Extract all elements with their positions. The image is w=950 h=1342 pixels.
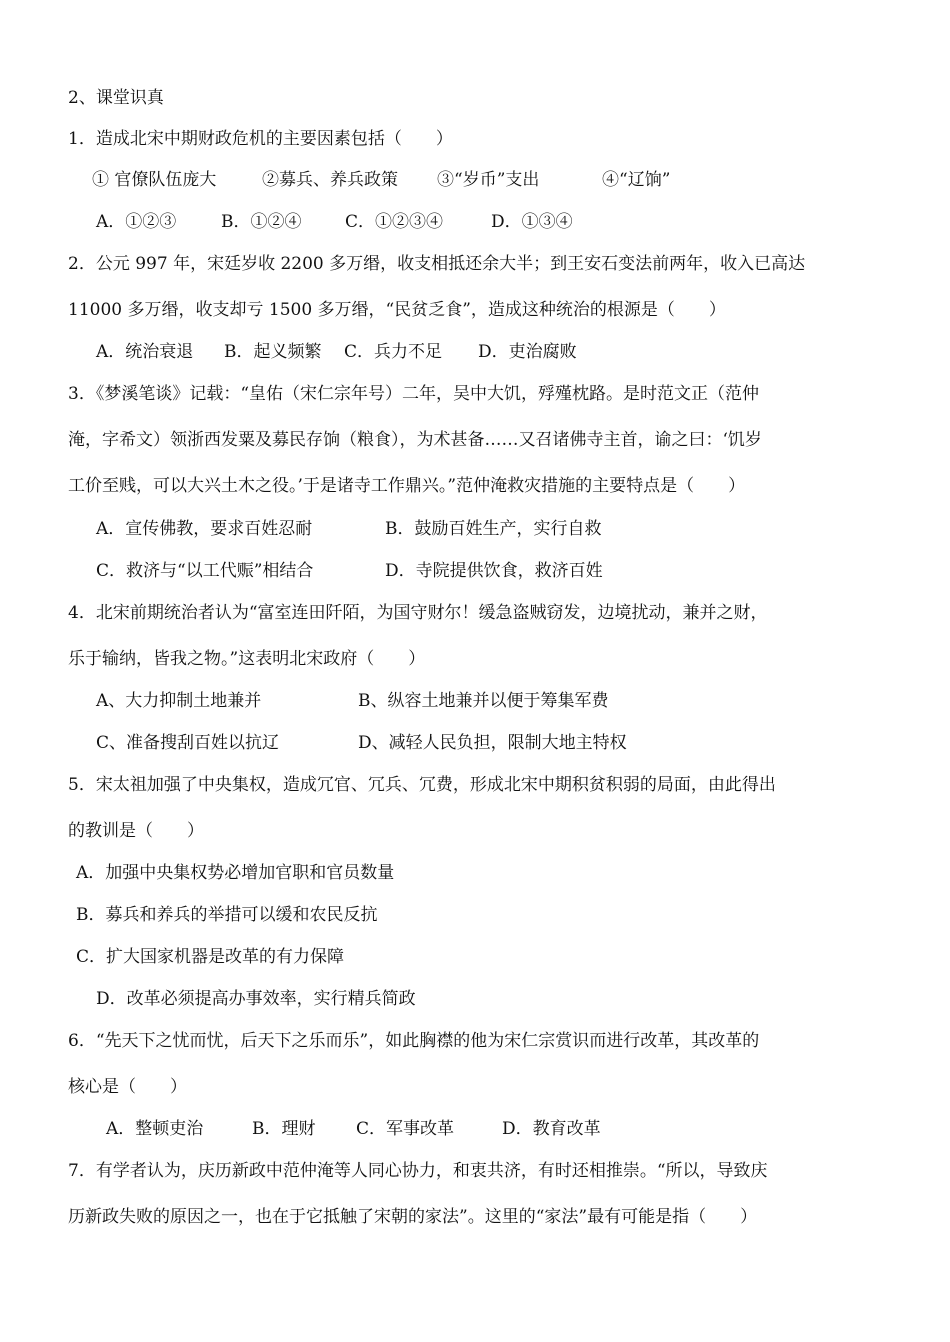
- question-2-options: [96, 340, 577, 364]
- option-b: B．①②④: [221, 212, 302, 232]
- item: ① 官僚队伍庞大: [92, 170, 217, 190]
- option-d: D．①③④: [491, 212, 573, 232]
- question-4-options-row-2: [96, 731, 627, 755]
- question-2-text: 11000 多万缗，收支却亏 1500 多万缗，“民贫乏食”，造成这种统治的根源是（ ）: [68, 300, 726, 320]
- option-a: A．①②③: [96, 212, 177, 232]
- option-c: C、准备搜刮百姓以抗辽: [96, 733, 280, 753]
- question-5-text: 5．宋太祖加强了中央集权，造成冗官、冗兵、冗费，形成北宋中期积贫积弱的局面，由此得出: [68, 775, 776, 795]
- option-c: C．兵力不足: [344, 342, 443, 362]
- question-1-items: [92, 168, 670, 192]
- question-5-option-a: A．加强中央集权势必增加官职和官员数量: [76, 863, 395, 883]
- question-7-text: 7．有学者认为，庆历新政中范仲淹等人同心协力，和衷共济，有时还相推崇。“所以，导致庆: [68, 1161, 768, 1181]
- option-d: D．教育改革: [502, 1119, 601, 1139]
- option-b: B．理财: [252, 1119, 316, 1139]
- question-1-text: 1．造成北宋中期财政危机的主要因素包括（ ）: [68, 129, 453, 149]
- question-4-text: 乐于输纳，皆我之物。”这表明北宋政府（ ）: [68, 649, 426, 669]
- option-d: D、减轻人民负担，限制大地主特权: [358, 733, 627, 753]
- question-6-text: 6．“先天下之忧而忧，后天下之乐而乐”，如此胸襟的他为宋仁宗赏识而进行改革，其改革的: [68, 1031, 760, 1051]
- question-7-text: 历新政失败的原因之一，也在于它抵触了宋朝的家法”。这里的“家法”最有可能是指（ ）: [68, 1207, 758, 1227]
- question-6-options: [106, 1117, 601, 1141]
- question-2-text: 2．公元 997 年，宋廷岁收 2200 多万缗，收支相抵还余大半；到王安石变法前两年，收入已高达: [68, 254, 806, 274]
- option-b: B．鼓励百姓生产，实行自救: [385, 519, 602, 539]
- item: ②募兵、养兵政策: [262, 170, 398, 190]
- question-4-options-row-1: [96, 689, 609, 713]
- question-6-text: 核心是（ ）: [68, 1077, 187, 1097]
- item: ③“岁币”支出: [437, 170, 540, 190]
- item: ④“辽饷”: [602, 170, 671, 190]
- option-c: C．救济与“以工代赈”相结合: [96, 561, 314, 581]
- section-heading: 2、课堂识真: [68, 88, 164, 108]
- option-a: A．统治衰退: [96, 342, 194, 362]
- option-d: D．吏治腐败: [478, 342, 577, 362]
- question-3-text: 淹，字希文）领浙西发粟及募民存饷（粮食），为术甚备……又召诸佛寺主首，谕之曰：‘饥岁: [68, 430, 762, 450]
- option-a: A、大力抑制土地兼并: [96, 691, 262, 711]
- option-c: C．军事改革: [356, 1119, 455, 1139]
- question-3-text: 3．《梦溪笔谈》记载：“皇佑（宋仁宗年号）二年，吴中大饥，殍殣枕路。是时范文正（范仲: [68, 384, 760, 404]
- option-c: C．①②③④: [345, 212, 444, 232]
- question-5-option-c: C．扩大国家机器是改革的有力保障: [76, 947, 345, 967]
- question-3-options-row-1: [96, 517, 602, 541]
- question-3-text: 工价至贱，可以大兴土木之役。’于是诸寺工作鼎兴。”范仲淹救灾措施的主要特点是（ ）: [68, 476, 746, 496]
- option-a: A．宣传佛教，要求百姓忍耐: [96, 519, 313, 539]
- question-5-option-b: B．募兵和养兵的举措可以缓和农民反抗: [76, 905, 378, 925]
- option-b: B、纵容土地兼并以便于筹集军费: [358, 691, 609, 711]
- option-d: D．寺院提供饮食，救济百姓: [385, 561, 603, 581]
- question-5-option-d: D．改革必须提高办事效率，实行精兵简政: [96, 989, 416, 1009]
- question-5-text: 的教训是（ ）: [68, 821, 204, 841]
- question-4-text: 4．北宋前期统治者认为“富室连田阡陌，为国守财尔！缓急盗贼窃发，边境扰动，兼并之财，: [68, 603, 768, 623]
- question-3-options-row-2: [96, 559, 603, 583]
- option-b: B．起义频繁: [224, 342, 322, 362]
- option-a: A．整顿吏治: [106, 1119, 204, 1139]
- question-1-options: [96, 210, 573, 234]
